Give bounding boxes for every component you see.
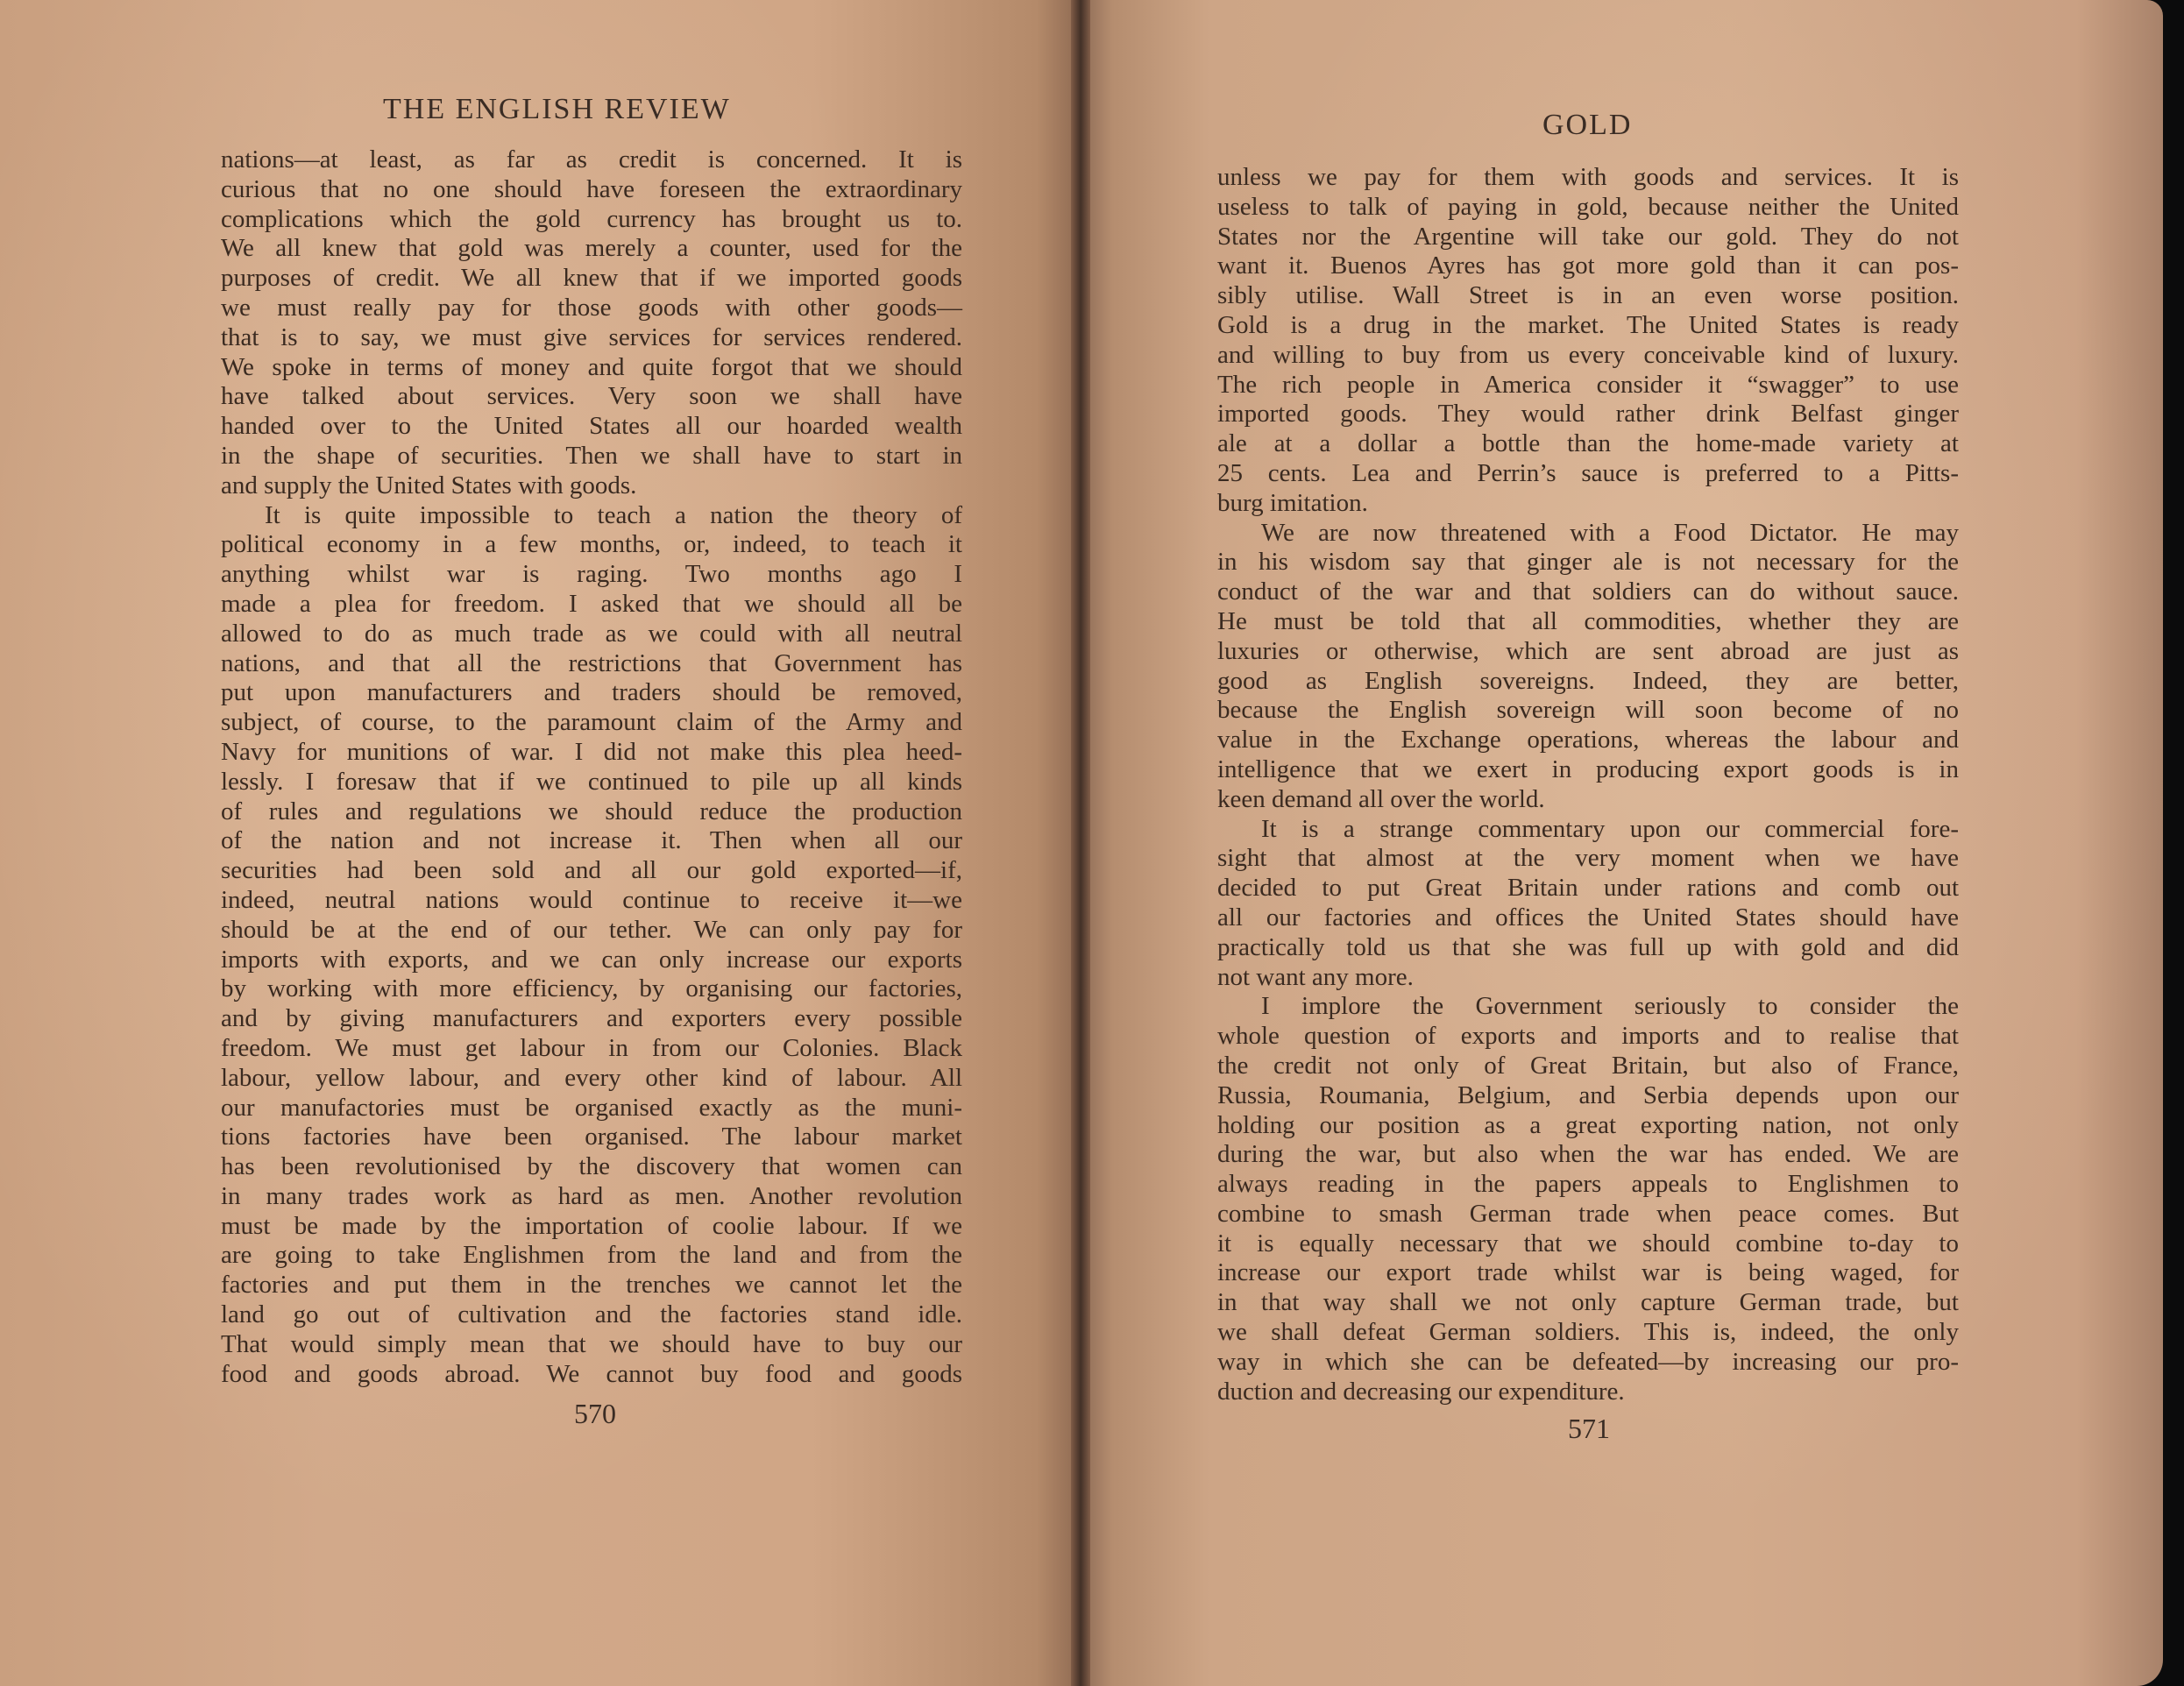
text-line: We all knew that gold was merely a counter, used for the (221, 234, 962, 263)
text-line: all our factories and offices the United States should have (1217, 903, 1959, 932)
page-text (221, 145, 962, 1389)
text-line: We spoke in terms of money and quite forgot that we should (221, 352, 962, 381)
text-line: always reading in the papers appeals to Englishmen to (1217, 1170, 1959, 1199)
text-line: luxuries or otherwise, which are sent abroad are just as (1217, 636, 1959, 665)
text-line: complications which the gold currency has brought us to. (221, 204, 962, 233)
text-line: value in the Exchange operations, whereas the labour and (1217, 726, 1959, 754)
text-line: in many trades work as hard as men. Another revolution (221, 1181, 962, 1210)
text-line: We are now threatened with a Food Dictator. He may (1261, 518, 1959, 547)
text-line: labour, yellow labour, and every other kind of labour. All (221, 1063, 962, 1092)
text-line: food and goods abroad. We cannot buy food and goods (221, 1359, 962, 1388)
text-line: imported goods. They would rather drink Belfast ginger (1217, 400, 1959, 429)
text-line: made a plea for freedom. I asked that we should all be (221, 589, 962, 618)
text-line: ale at a dollar a bottle than the home-made variety at (1217, 429, 1959, 458)
text-line: He must be told that all commodities, whether they are (1217, 606, 1959, 635)
text-line: of rules and regulations we should reduce the production (221, 797, 962, 825)
text-line: sibly utilise. Wall Street is in an even worse position. (1217, 281, 1959, 310)
text-line: allowed to do as much trade as we could with all neutral (221, 619, 962, 648)
text-line: States nor the Argentine will take our gold. They do not (1217, 222, 1959, 251)
text-line: are going to take Englishmen from the land and from the (221, 1241, 962, 1270)
right-page (1080, 0, 2163, 1686)
text-line: should be at the end of our tether. We can only pay for (221, 915, 962, 944)
text-line: way in which she can be defeated—by increasing our pro- (1217, 1347, 1959, 1376)
text-line: subject, of course, to the paramount claim of the Army and (221, 708, 962, 737)
text-line: not want any more. (1217, 962, 1414, 991)
text-line: it is equally necessary that we should combine to-day to (1217, 1229, 1959, 1257)
text-line: in the shape of securities. Then we shall have to start in (221, 441, 962, 470)
text-line: by working with more efficiency, by organising our factories, (221, 974, 962, 1003)
text-line: keen demand all over the world. (1217, 784, 1545, 813)
text-line: indeed, neutral nations would continue to receive it—we (221, 885, 962, 914)
text-line: Russia, Roumania, Belgium, and Serbia depends upon our (1217, 1080, 1959, 1109)
text-line: 25 cents. Lea and Perrin’s sauce is preferred to a Pitts- (1217, 458, 1959, 487)
text-line: anything whilst war is raging. Two months ago I (221, 560, 962, 589)
text-line: factories and put them in the trenches we cannot let the (221, 1271, 962, 1300)
text-line: that is to say, we must give services for services rendered. (221, 322, 962, 351)
text-line: during the war, but also when the war has ended. We are (1217, 1140, 1959, 1169)
text-line: curious that no one should have foreseen the extraordinary (221, 174, 962, 203)
text-line: freedom. We must get labour in from our Colonies. Black (221, 1033, 962, 1062)
text-line: conduct of the war and that soldiers can do without sauce. (1217, 577, 1959, 606)
text-line: and by giving manufacturers and exporters every possible (221, 1004, 962, 1033)
text-line: the credit not only of Great Britain, but also of France, (1217, 1051, 1959, 1080)
text-line: in his wisdom say that ginger ale is not necessary for the (1217, 548, 1959, 577)
text-line: land go out of cultivation and the factories stand idle. (221, 1300, 962, 1329)
text-line: practically told us that she was full up with gold and did (1217, 932, 1959, 961)
text-line: Gold is a drug in the market. The United States is ready (1217, 310, 1959, 339)
text-line: we must really pay for those goods with other goods— (221, 293, 962, 322)
text-line: It is a strange commentary upon our commercial fore- (1261, 814, 1959, 843)
running-head: GOLD (1542, 109, 1633, 141)
text-line: because the English sovereign will soon become of no (1217, 696, 1959, 725)
text-line: It is quite impossible to teach a nation the theory of (265, 500, 962, 529)
text-line: sight that almost at the very moment when we have (1217, 844, 1959, 873)
text-line: nations, and that all the restrictions that Government has (221, 648, 962, 677)
page-number: 570 (574, 1398, 616, 1429)
text-line: securities had been sold and all our gold exported—if, (221, 856, 962, 885)
text-line: has been revolutionised by the discovery that women can (221, 1152, 962, 1181)
text-line: in that way shall we not only capture German trade, but (1217, 1288, 1959, 1317)
book-gutter (1071, 0, 1090, 1686)
text-line: have talked about services. Very soon we shall have (221, 382, 962, 411)
text-line: I implore the Government seriously to consider the (1261, 992, 1959, 1021)
text-line: useless to talk of paying in gold, because neither the United (1217, 192, 1959, 221)
page-text (1217, 163, 1959, 1406)
text-line: duction and decreasing our expenditure. (1217, 1377, 1625, 1406)
text-line: The rich people in America consider it “swagger” to use (1217, 370, 1959, 399)
text-line: Navy for munitions of war. I did not make this plea heed- (221, 737, 962, 766)
text-line: we shall defeat German soldiers. This is, indeed, the only (1217, 1318, 1959, 1347)
text-line: tions factories have been organised. The labour market (221, 1123, 962, 1151)
text-line: and willing to buy from us every conceivable kind of luxury. (1217, 340, 1959, 369)
text-line: handed over to the United States all our hoarded wealth (221, 412, 962, 441)
left-page (0, 0, 1080, 1686)
text-line: and supply the United States with goods. (221, 471, 637, 499)
text-line: of the nation and not increase it. Then when all our (221, 826, 962, 855)
text-line: increase our export trade whilst war is being waged, for (1217, 1258, 1959, 1287)
text-line: intelligence that we exert in producing export goods is in (1217, 754, 1959, 783)
text-line: nations—at least, as far as credit is concerned. It is (221, 145, 962, 174)
text-line: lessly. I foresaw that if we continued to pile up all kinds (221, 767, 962, 796)
text-line: want it. Buenos Ayres has got more gold than it can pos- (1217, 251, 1959, 280)
text-line: put upon manufacturers and traders should be removed, (221, 678, 962, 707)
text-line: That would simply mean that we should have to buy our (221, 1329, 962, 1358)
text-line: our manufactories must be organised exactly as the muni- (221, 1093, 962, 1122)
text-line: whole question of exports and imports and to realise that (1217, 1022, 1959, 1051)
text-line: must be made by the importation of coolie labour. If we (221, 1211, 962, 1240)
running-head: THE ENGLISH REVIEW (383, 93, 731, 125)
text-line: combine to smash German trade when peace comes. But (1217, 1199, 1959, 1228)
text-line: unless we pay for them with goods and services. It is (1217, 163, 1959, 191)
text-line: good as English sovereigns. Indeed, they are better, (1217, 666, 1959, 695)
text-line: burg imitation. (1217, 488, 1368, 517)
text-line: purposes of credit. We all knew that if we imported goods (221, 264, 962, 293)
text-line: decided to put Great Britain under rations and comb out (1217, 874, 1959, 903)
text-line: holding our position as a great exporting nation, not only (1217, 1110, 1959, 1139)
text-line: political economy in a few months, or, indeed, to teach it (221, 530, 962, 559)
page-number: 571 (1568, 1413, 1610, 1444)
text-line: imports with exports, and we can only increase our exports (221, 945, 962, 974)
